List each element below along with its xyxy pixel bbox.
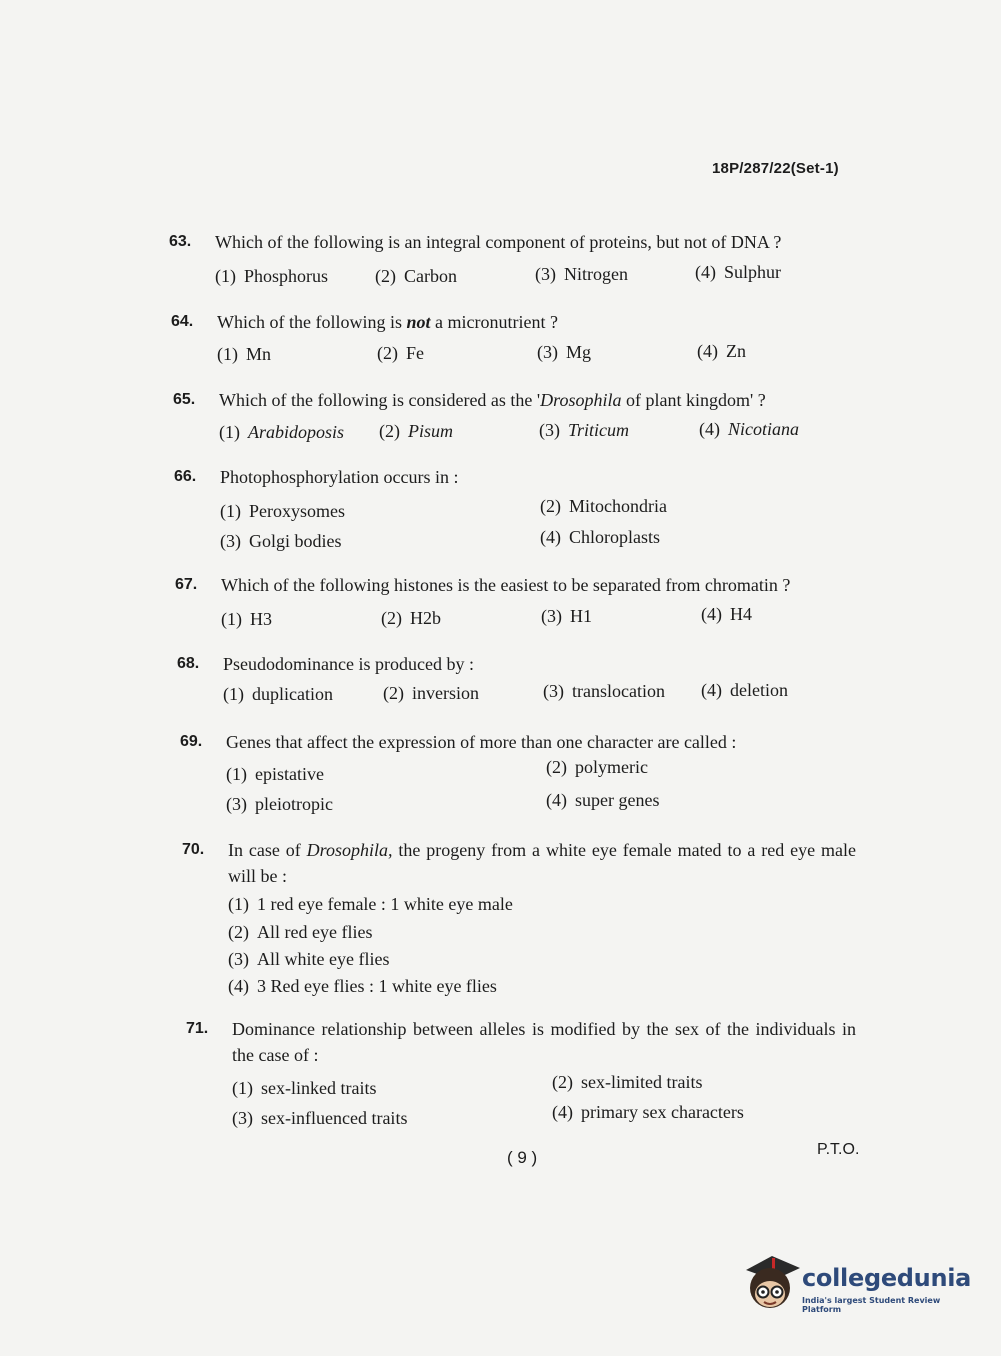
option-2: (2) Carbon [375, 266, 457, 286]
option-4: (4) deletion [701, 680, 788, 700]
question-number: 65. [173, 391, 196, 408]
option-4: (4) H4 [701, 604, 752, 624]
question-text: Pseudodominance is produced by : [223, 654, 474, 674]
mascot-icon [742, 1250, 802, 1312]
question-number: 64. [171, 313, 194, 330]
question-text: Which of the following is an integral component of proteins, but not of DNA ? [215, 232, 782, 252]
question-text: Dominance relationship between alleles is modified by the sex of the individuals in the case of : [232, 1019, 856, 1065]
question-number: 68. [177, 655, 200, 672]
question-text: Genes that affect the expression of more than one character are called : [226, 732, 737, 752]
option-4: (4) primary sex characters [552, 1102, 744, 1122]
question-65 [173, 387, 853, 447]
question-number: 66. [174, 468, 197, 485]
option-4: (4) Sulphur [695, 262, 782, 282]
option-2: (2) All red eye flies [228, 922, 373, 942]
question-69 [180, 729, 860, 819]
option-3: (3) Triticum [539, 420, 630, 440]
question-text: Which of the following is not a micronutrient ? [217, 312, 558, 332]
question-text: Photophosphorylation occurs in : [220, 467, 459, 487]
option-2: (2) polymeric [546, 757, 648, 777]
option-3: (3) sex-influenced traits [232, 1108, 408, 1128]
question-63 [169, 229, 849, 289]
option-2: (2) inversion [383, 683, 479, 703]
option-2: (2) Mitochondria [540, 496, 667, 516]
option-1: (1) Phosphorus [215, 266, 329, 286]
question-number: 69. [180, 733, 203, 750]
option-3: (3) All white eye flies [228, 949, 390, 969]
option-2: (2) H2b [381, 608, 441, 628]
option-4: (4) Chloroplasts [540, 527, 661, 547]
option-3: (3) H1 [541, 606, 592, 626]
question-71 [186, 1016, 866, 1136]
question-text: Which of the following is considered as the 'Drosophila of plant kingdom' ? [219, 390, 766, 410]
question-number: 63. [169, 233, 192, 250]
option-1: (1) 1 red eye female : 1 white eye male [228, 894, 513, 914]
option-1: (1) Mn [217, 344, 272, 364]
question-64 [171, 309, 851, 369]
question-70 [182, 837, 862, 997]
option-2: (2) Pisum [379, 421, 453, 441]
question-66 [174, 464, 854, 554]
option-4: (4) 3 Red eye flies : 1 white eye flies [228, 976, 497, 996]
question-number: 70. [182, 841, 205, 858]
option-2: (2) sex-limited traits [552, 1072, 703, 1092]
question-text: In case of Drosophila, the progeny from a white eye female mated to a red eye male will be : [228, 840, 856, 886]
paper-code: 18P/287/22(Set-1) [712, 160, 839, 177]
question-68 [177, 651, 857, 711]
page-number: ( 9 ) [507, 1148, 538, 1167]
option-1: (1) sex-linked traits [232, 1078, 377, 1098]
option-3: (3) Golgi bodies [220, 531, 342, 551]
option-3: (3) Mg [537, 342, 592, 362]
question-number: 67. [175, 576, 198, 593]
pto-label: P.T.O. [817, 1141, 860, 1158]
option-2: (2) Fe [377, 343, 424, 363]
option-4: (4) super genes [546, 790, 660, 810]
option-1: (1) Peroxysomes [220, 501, 345, 521]
option-1: (1) duplication [223, 684, 333, 704]
option-3: (3) Nitrogen [535, 264, 628, 284]
option-4: (4) Zn [697, 341, 746, 361]
option-4: (4) Nicotiana [699, 419, 799, 439]
question-67 [175, 572, 855, 632]
question-number: 71. [186, 1020, 209, 1037]
option-1: (1) H3 [221, 609, 272, 629]
collegedunia-logo [742, 1250, 972, 1316]
option-1: (1) Arabidoposis [219, 422, 345, 442]
question-text: Which of the following histones is the easiest to be separated from chromatin ? [221, 575, 791, 595]
logo-name: collegedunia [802, 1264, 972, 1292]
option-3: (3) translocation [543, 681, 665, 701]
logo-tagline: India's largest Student Review Platform [802, 1296, 941, 1314]
option-1: (1) epistative [226, 764, 324, 784]
option-3: (3) pleiotropic [226, 794, 333, 814]
